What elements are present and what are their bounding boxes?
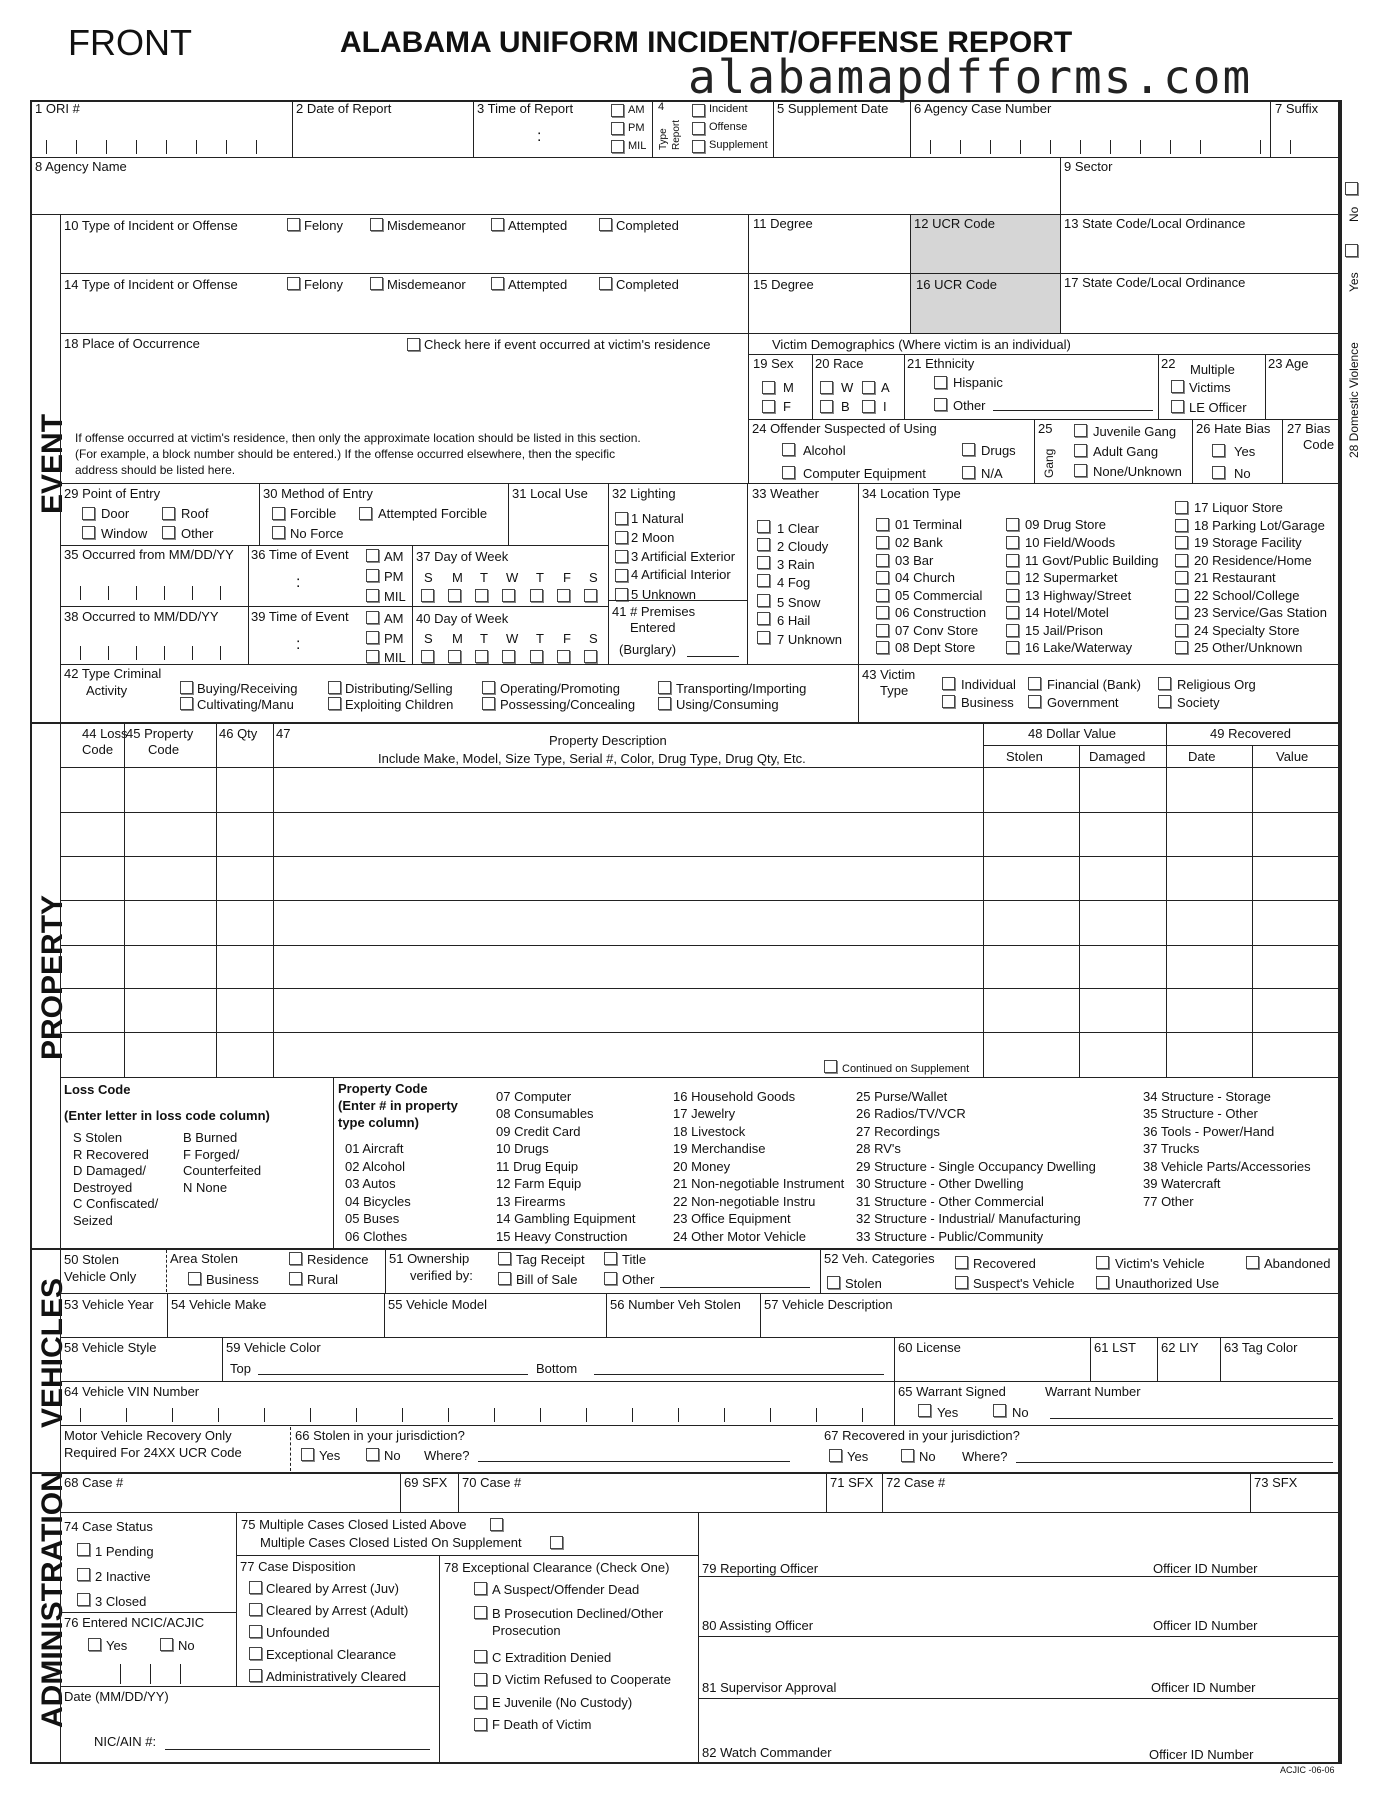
place-of-occurrence-label: 18 Place of Occurrence [64, 336, 200, 351]
exceptional-d-checkbox[interactable] [474, 1673, 487, 1686]
watermark: alabamapdfforms.com [688, 50, 1253, 104]
ownership-other-line[interactable] [660, 1287, 810, 1288]
location-jail-checkbox[interactable] [1006, 624, 1019, 637]
area-rural-checkbox[interactable] [289, 1272, 302, 1285]
time39-pm-checkbox[interactable] [366, 631, 379, 644]
entry-window-checkbox[interactable] [82, 526, 95, 539]
front-label: FRONT [68, 22, 192, 63]
multiple-above-checkbox[interactable] [490, 1518, 503, 1531]
veh-unauthorized-checkbox[interactable] [1096, 1276, 1109, 1289]
ncic-yes-checkbox[interactable] [88, 1638, 101, 1651]
exceptional-f-checkbox[interactable] [474, 1718, 487, 1731]
day-of-week-40: S M T W T F S [416, 630, 606, 664]
gang-none-checkbox[interactable] [1074, 464, 1087, 477]
weather-snow-checkbox[interactable] [757, 594, 770, 607]
transporting-checkbox[interactable] [658, 681, 671, 694]
location-restaurant-checkbox[interactable] [1175, 571, 1188, 584]
buying-receiving-checkbox[interactable] [180, 681, 193, 694]
offense1-misdemeanor-checkbox[interactable] [370, 218, 383, 231]
area-residence-checkbox[interactable] [289, 1252, 302, 1265]
offense2-type-label: 14 Type of Incident or Offense [64, 277, 238, 292]
victim-business-checkbox[interactable] [942, 695, 955, 708]
offense2-completed-checkbox[interactable] [599, 277, 612, 290]
time36-am-checkbox[interactable] [366, 549, 379, 562]
dow40-tue-checkbox[interactable] [475, 650, 488, 663]
area-business-checkbox[interactable] [188, 1272, 201, 1285]
drugs-checkbox[interactable] [962, 443, 975, 456]
possessing-checkbox[interactable] [482, 697, 495, 710]
weather-fog-checkbox[interactable] [757, 574, 770, 587]
location-bank-checkbox[interactable] [876, 536, 889, 549]
table-row[interactable] [60, 988, 1338, 989]
dv-no-checkbox[interactable] [1345, 182, 1358, 195]
exceptional-b-checkbox[interactable] [474, 1606, 487, 1619]
weather-clear-checkbox[interactable] [757, 520, 770, 533]
offense2-felony-checkbox[interactable] [287, 277, 300, 290]
sector-label: 9 Sector [1064, 159, 1113, 174]
status-pending-checkbox[interactable] [77, 1543, 90, 1556]
warrant-number-line[interactable] [1050, 1418, 1333, 1419]
method-forcible-checkbox[interactable] [272, 507, 285, 520]
domestic-violence-label: 28 Domestic Violence [1347, 342, 1361, 458]
color-top-line[interactable] [258, 1374, 528, 1375]
disposition-adult-checkbox[interactable] [249, 1603, 262, 1616]
multiple-supplement-checkbox[interactable] [550, 1536, 563, 1549]
agency-case-number-label: 6 Agency Case Number [914, 101, 1052, 116]
q67-where-line[interactable] [1016, 1462, 1333, 1463]
ethnicity-hispanic-checkbox[interactable] [934, 376, 947, 389]
form-title: ALABAMA UNIFORM INCIDENT/OFFENSE REPORT [340, 26, 1073, 59]
dv-yes-checkbox[interactable] [1345, 244, 1358, 257]
time-of-report-label: 3 Time of Report [477, 101, 574, 116]
weather-unknown-checkbox[interactable] [757, 631, 770, 644]
location-terminal-checkbox[interactable] [876, 518, 889, 531]
offense1-type-label: 10 Type of Incident or Offense [64, 218, 238, 233]
disposition-exceptional-checkbox[interactable] [249, 1647, 262, 1660]
sex-m-checkbox[interactable] [762, 381, 775, 394]
section-property: PROPERTY [36, 894, 69, 1060]
exceptional-c-checkbox[interactable] [474, 1650, 487, 1663]
dow40-mon-checkbox[interactable] [448, 650, 461, 663]
dow40-sat-checkbox[interactable] [584, 650, 597, 663]
location-govt-checkbox[interactable] [1006, 554, 1019, 567]
entry-other-checkbox[interactable] [162, 526, 175, 539]
dow37-sun-checkbox[interactable] [421, 589, 434, 602]
location-other-checkbox[interactable] [1175, 641, 1188, 654]
ori-label: 1 ORI # [35, 101, 80, 116]
dow37-wed-checkbox[interactable] [502, 589, 515, 602]
incident-checkbox[interactable] [692, 104, 705, 117]
dow37-fri-checkbox[interactable] [557, 589, 570, 602]
dow37-thu-checkbox[interactable] [530, 589, 543, 602]
alcohol-checkbox[interactable] [782, 443, 795, 456]
le-officer-checkbox[interactable] [1171, 400, 1184, 413]
offense-checkbox[interactable] [692, 122, 705, 135]
weather-rain-checkbox[interactable] [757, 556, 770, 569]
title-checkbox[interactable] [604, 1252, 617, 1265]
color-bottom-line[interactable] [594, 1374, 884, 1375]
weather-cloudy-checkbox[interactable] [757, 538, 770, 551]
location-construction-checkbox[interactable] [876, 606, 889, 619]
ethnicity-other-checkbox[interactable] [934, 398, 947, 411]
race-i-checkbox[interactable] [862, 400, 875, 413]
offender-na-checkbox[interactable] [962, 466, 975, 479]
offense2-degree-label: 15 Degree [753, 277, 814, 292]
offense2-ucr-label: 16 UCR Code [916, 277, 997, 292]
location-drug-store-checkbox[interactable] [1006, 518, 1019, 531]
warrant-no-checkbox[interactable] [993, 1404, 1006, 1417]
disposition-juv-checkbox[interactable] [249, 1581, 262, 1594]
dv-no-label: No [1347, 206, 1361, 222]
location-residence-checkbox[interactable] [1175, 554, 1188, 567]
location-church-checkbox[interactable] [876, 571, 889, 584]
location-dept-store-checkbox[interactable] [876, 641, 889, 654]
agency-name-label: 8 Agency Name [35, 159, 127, 174]
entry-roof-checkbox[interactable] [162, 507, 175, 520]
date-of-report-label: 2 Date of Report [296, 101, 392, 116]
offense2-state-code-label: 17 State Code/Local Ordinance [1064, 275, 1246, 290]
dow37-mon-checkbox[interactable] [448, 589, 461, 602]
table-row[interactable] [60, 945, 1338, 946]
multiple-victims-checkbox[interactable] [1171, 380, 1184, 393]
lighting-natural-checkbox[interactable] [615, 512, 628, 525]
location-hotel-checkbox[interactable] [1006, 606, 1019, 619]
victim-individual-checkbox[interactable] [942, 677, 955, 690]
status-inactive-checkbox[interactable] [77, 1568, 90, 1581]
method-attempted-forcible-checkbox[interactable] [359, 507, 372, 520]
offense2-attempted-checkbox[interactable] [491, 277, 504, 290]
bill-of-sale-checkbox[interactable] [498, 1272, 511, 1285]
location-school-checkbox[interactable] [1175, 589, 1188, 602]
warrant-yes-checkbox[interactable] [918, 1404, 931, 1417]
am-checkbox[interactable] [611, 104, 624, 117]
pm-checkbox[interactable] [611, 122, 624, 135]
offense1-attempted-checkbox[interactable] [491, 218, 504, 231]
day-of-week-37: S M T W T F S [416, 569, 606, 603]
dow37-tue-checkbox[interactable] [475, 589, 488, 602]
offense1-ucr-label: 12 UCR Code [914, 216, 995, 231]
ori-input[interactable] [46, 130, 286, 154]
location-gas-station-checkbox[interactable] [1175, 606, 1188, 619]
location-specialty-checkbox[interactable] [1175, 624, 1188, 637]
victim-religious-checkbox[interactable] [1158, 677, 1171, 690]
location-parking-checkbox[interactable] [1175, 519, 1188, 532]
dow40-thu-checkbox[interactable] [530, 650, 543, 663]
offense1-state-code-label: 13 State Code/Local Ordinance [1064, 216, 1246, 231]
entry-door-checkbox[interactable] [82, 507, 95, 520]
section-vehicles: VEHICLES [36, 1277, 69, 1428]
race-w-checkbox[interactable] [820, 381, 833, 394]
ncic-no-checkbox[interactable] [160, 1638, 173, 1651]
disposition-unfounded-checkbox[interactable] [249, 1625, 262, 1638]
victim-society-checkbox[interactable] [1158, 695, 1171, 708]
mil-checkbox[interactable] [611, 140, 624, 153]
q67-yes-checkbox[interactable] [829, 1449, 842, 1462]
weather-hail-checkbox[interactable] [757, 612, 770, 625]
dow37-sat-checkbox[interactable] [584, 589, 597, 602]
location-bar-checkbox[interactable] [876, 554, 889, 567]
suffix-label: 7 Suffix [1275, 101, 1319, 116]
location-field-woods-checkbox[interactable] [1006, 536, 1019, 549]
occurred-to-date-input[interactable] [80, 638, 240, 662]
exceptional-e-checkbox[interactable] [474, 1696, 487, 1709]
sex-f-checkbox[interactable] [762, 400, 775, 413]
offense1-felony-checkbox[interactable] [287, 218, 300, 231]
disposition-admin-checkbox[interactable] [249, 1669, 262, 1682]
using-checkbox[interactable] [658, 697, 671, 710]
table-row[interactable] [60, 812, 1338, 813]
adult-gang-checkbox[interactable] [1074, 444, 1087, 457]
veh-abandoned-checkbox[interactable] [1246, 1256, 1259, 1269]
nic-ain-line[interactable] [165, 1749, 430, 1750]
cultivating-checkbox[interactable] [180, 697, 193, 710]
location-storage-checkbox[interactable] [1175, 536, 1188, 549]
supplement-checkbox[interactable] [692, 140, 705, 153]
section-administration: ADMINISTRATION [36, 1470, 69, 1728]
veh-stolen-checkbox[interactable] [827, 1276, 840, 1289]
time36-pm-checkbox[interactable] [366, 569, 379, 582]
victim-government-checkbox[interactable] [1028, 695, 1041, 708]
exceptional-a-checkbox[interactable] [474, 1582, 487, 1595]
ownership-other-checkbox[interactable] [604, 1272, 617, 1285]
offense1-completed-checkbox[interactable] [599, 218, 612, 231]
table-row[interactable] [60, 900, 1338, 901]
dow40-wed-checkbox[interactable] [502, 650, 515, 663]
veh-recovered-checkbox[interactable] [955, 1256, 968, 1269]
q66-where-line[interactable] [478, 1461, 790, 1462]
location-highway-checkbox[interactable] [1006, 589, 1019, 602]
time36-mil-checkbox[interactable] [366, 589, 379, 602]
race-b-checkbox[interactable] [820, 400, 833, 413]
location-commercial-checkbox[interactable] [876, 589, 889, 602]
section-event: EVENT [36, 413, 69, 514]
dv-yes-label: Yes [1347, 272, 1361, 292]
lighting-artificial-exterior-checkbox[interactable] [615, 550, 628, 563]
veh-suspect-checkbox[interactable] [955, 1276, 968, 1289]
tag-receipt-checkbox[interactable] [498, 1252, 511, 1265]
ethnicity-other-line[interactable] [993, 410, 1153, 411]
location-supermarket-checkbox[interactable] [1006, 571, 1019, 584]
premises-entered-line[interactable] [687, 656, 739, 657]
offense2-misdemeanor-checkbox[interactable] [370, 277, 383, 290]
status-closed-checkbox[interactable] [77, 1593, 90, 1606]
method-no-force-checkbox[interactable] [272, 526, 285, 539]
q66-yes-checkbox[interactable] [301, 1448, 314, 1461]
time39-am-checkbox[interactable] [366, 611, 379, 624]
exploiting-checkbox[interactable] [328, 697, 341, 710]
vin-input[interactable] [80, 1400, 890, 1424]
veh-victim-checkbox[interactable] [1096, 1256, 1109, 1269]
occurred-from-date-input[interactable] [80, 578, 240, 602]
race-a-checkbox[interactable] [862, 381, 875, 394]
q67-no-checkbox[interactable] [901, 1449, 914, 1462]
supplement-date-label: 5 Supplement Date [777, 101, 889, 116]
hate-bias-yes-checkbox[interactable] [1212, 444, 1225, 457]
operating-checkbox[interactable] [482, 681, 495, 694]
location-conv-store-checkbox[interactable] [876, 624, 889, 637]
lighting-moon-checkbox[interactable] [615, 531, 628, 544]
table-row[interactable] [60, 856, 1338, 857]
q66-no-checkbox[interactable] [366, 1448, 379, 1461]
offense1-degree-label: 11 Degree [753, 216, 813, 231]
distributing-checkbox[interactable] [328, 681, 341, 694]
dow40-fri-checkbox[interactable] [557, 650, 570, 663]
form-code: ACJIC -06-06 [1280, 1765, 1335, 1775]
hate-bias-no-checkbox[interactable] [1212, 466, 1225, 479]
computer-equipment-checkbox[interactable] [782, 466, 795, 479]
location-lake-checkbox[interactable] [1006, 641, 1019, 654]
victim-financial-checkbox[interactable] [1028, 677, 1041, 690]
time39-mil-checkbox[interactable] [366, 650, 379, 663]
lighting-artificial-interior-checkbox[interactable] [615, 569, 628, 582]
victim-residence-checkbox[interactable] [407, 338, 420, 351]
juvenile-gang-checkbox[interactable] [1074, 424, 1087, 437]
victim-demographics-title: Victim Demographics (Where victim is an individual) [772, 337, 1071, 352]
location-liquor-checkbox[interactable] [1175, 501, 1188, 514]
table-row[interactable] [60, 1032, 1338, 1033]
continued-on-supplement-checkbox[interactable] [824, 1060, 837, 1073]
dow40-sun-checkbox[interactable] [421, 650, 434, 663]
